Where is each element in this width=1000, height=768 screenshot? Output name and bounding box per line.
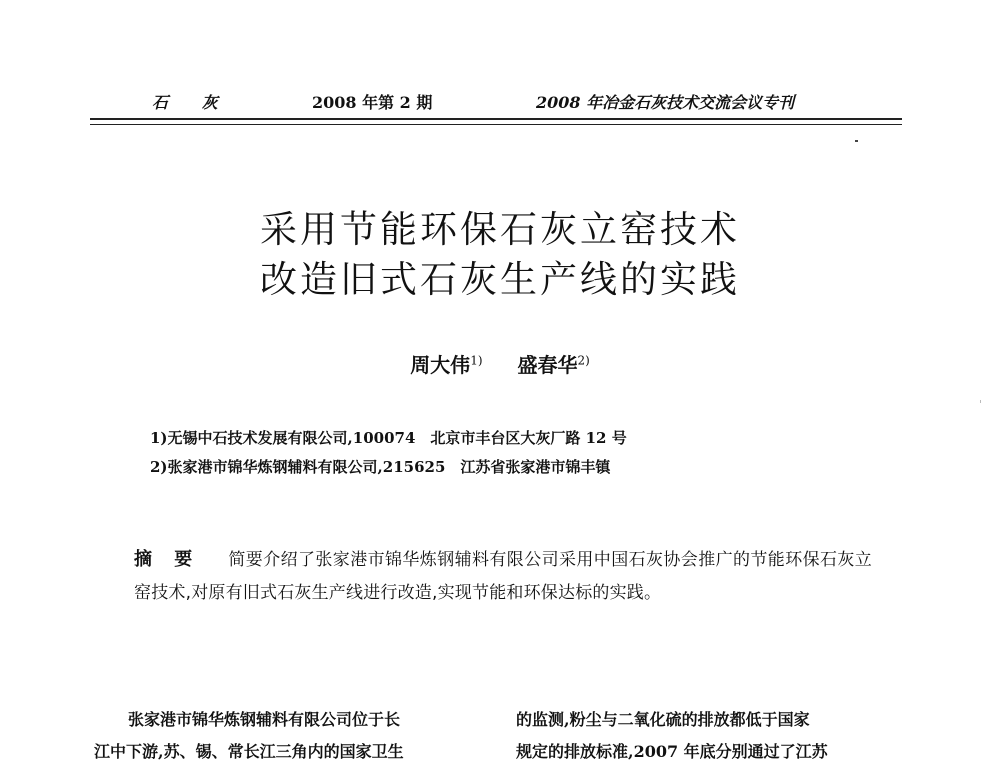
scan-speck	[855, 140, 858, 142]
journal-name: 石 灰	[152, 93, 232, 112]
running-header	[90, 86, 902, 116]
body-line: 张家港市锦华炼钢辅料有限公司位于长	[128, 710, 401, 729]
author	[410, 349, 482, 378]
paper-title	[150, 205, 850, 305]
affiliation-mark: 1)	[470, 353, 483, 368]
title-line-2: 改造旧式石灰生产线的实践	[260, 258, 740, 301]
body-line: 的监测,粉尘与二氧化硫的排放都低于国家	[516, 710, 810, 729]
affiliation-list	[150, 424, 870, 482]
abstract	[134, 543, 872, 610]
body-column-left	[94, 704, 474, 768]
header-rule-thin	[90, 124, 902, 125]
body-column-right	[516, 704, 896, 768]
author-name: 周大伟	[410, 353, 471, 377]
body-line: 规定的排放标准,2007 年底分别通过了江苏	[516, 742, 828, 761]
special-issue-title: 2008 年冶金石灰技术交流会议专刊	[536, 93, 795, 112]
title-line-1: 采用节能环保石灰立窑技术	[260, 208, 740, 251]
author-list	[150, 349, 850, 378]
affiliation: 1)无锡中石技术发展有限公司,100074 北京市丰台区大灰厂路 12 号	[150, 429, 627, 447]
author-name: 盛春华	[517, 353, 578, 377]
body-line: 江中下游,苏、锡、常长江三角内的国家卫生	[94, 742, 404, 761]
issue-number: 2008 年第 2 期	[312, 93, 433, 112]
abstract-text: 简要介绍了张家港市锦华炼钢辅料有限公司采用中国石灰协会推广的节能环保石灰立窑技术,对原有旧式石灰生产线进行改造,实现节能和环保达标的实践。	[134, 550, 872, 603]
author	[517, 349, 589, 378]
scan-speck	[980, 400, 981, 403]
affiliation-mark: 2)	[577, 353, 590, 368]
abstract-label: 摘要	[134, 549, 215, 570]
affiliation: 2)张家港市锦华炼钢辅料有限公司,215625 江苏省张家港市锦丰镇	[150, 458, 611, 476]
header-rule-thick	[90, 118, 902, 120]
